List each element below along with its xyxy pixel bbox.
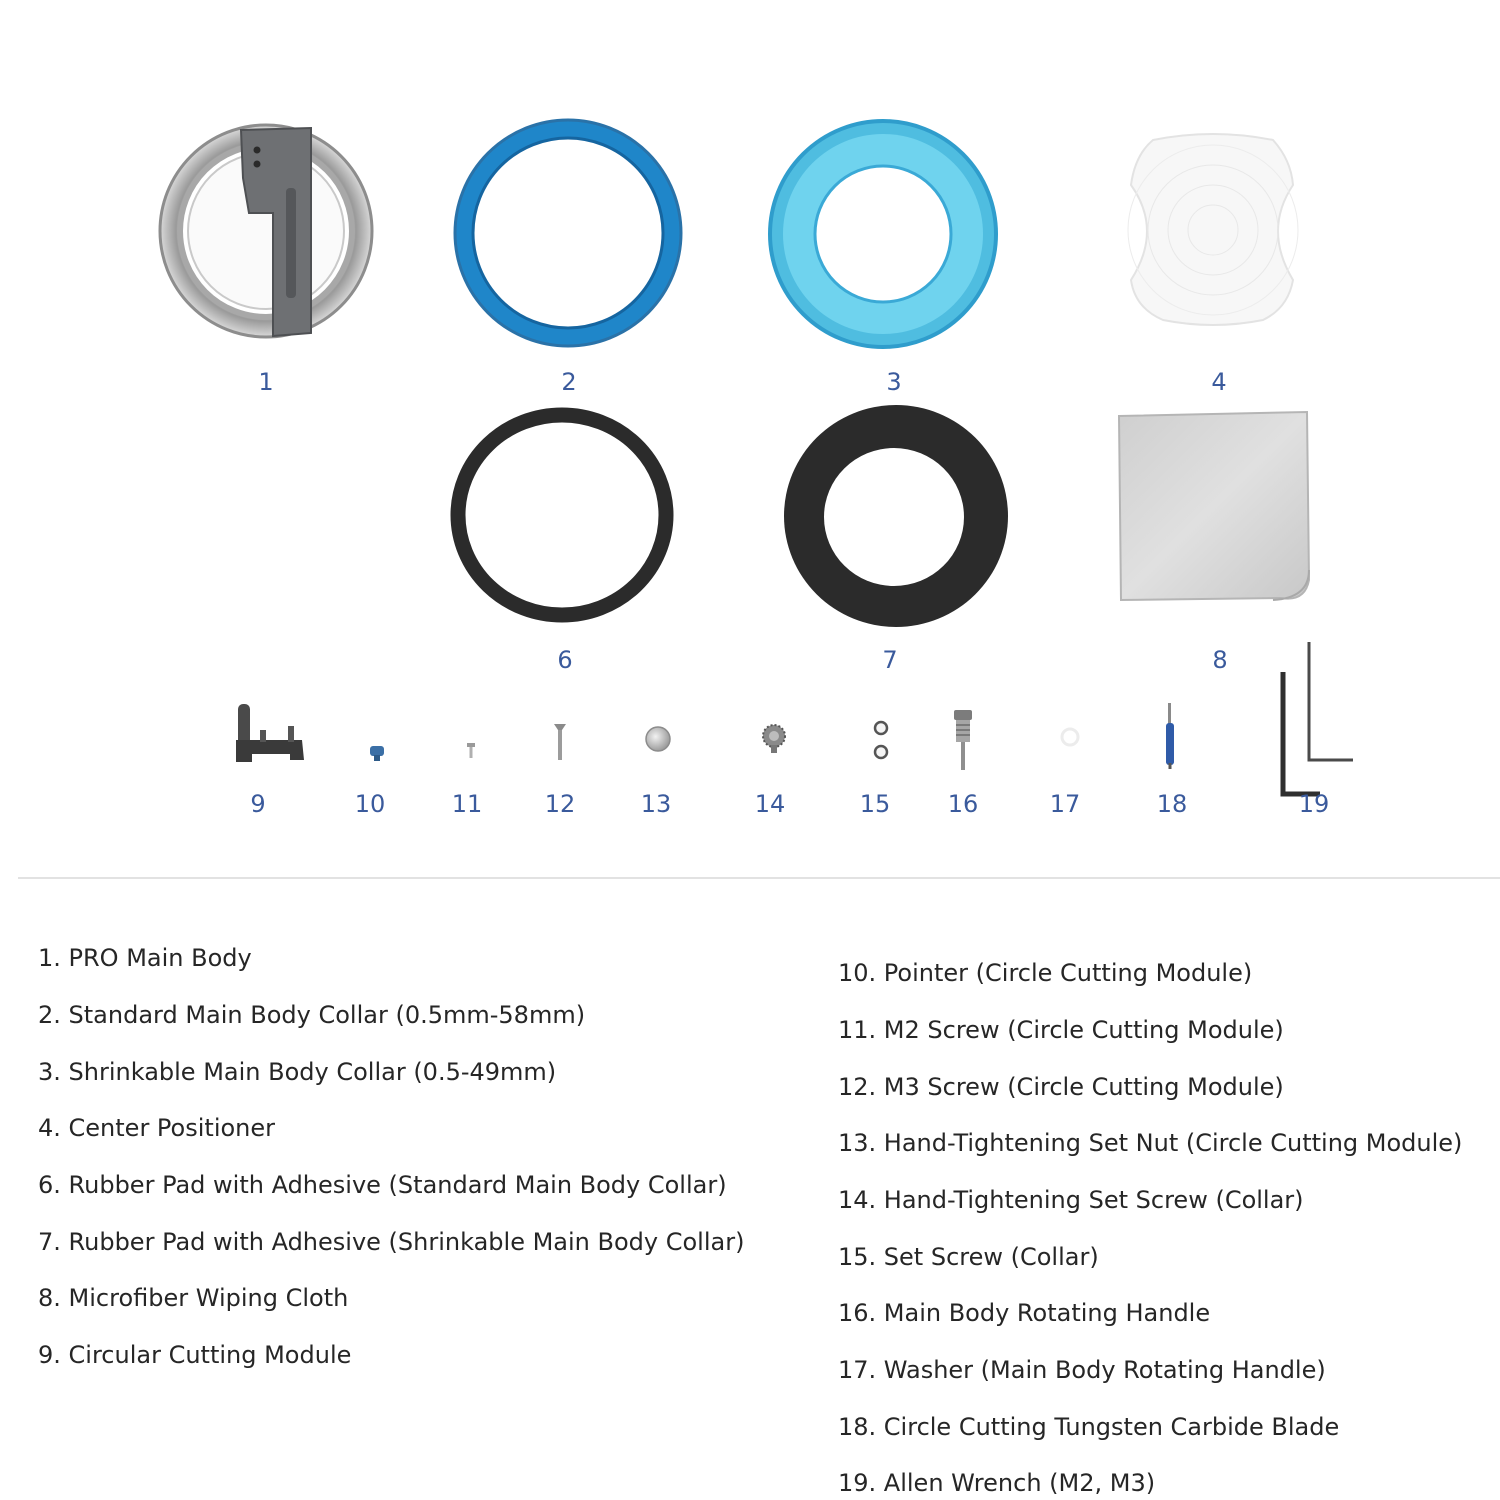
shrinkable-collar-icon (767, 118, 999, 350)
legend-item-16: 16. Main Body Rotating Handle (838, 1299, 1211, 1327)
pointer-icon (367, 742, 389, 764)
legend-item-19: 19. Allen Wrench (M2, M3) (838, 1469, 1156, 1497)
part-number-11: 11 (451, 790, 483, 818)
part-number-17: 17 (1049, 790, 1081, 818)
legend-item-17: 17. Washer (Main Body Rotating Handle) (838, 1356, 1326, 1384)
main-body-icon (153, 118, 383, 348)
legend-item-15: 15. Set Screw (Collar) (838, 1243, 1099, 1271)
m2-screw-icon (466, 742, 476, 760)
part-number-15: 15 (859, 790, 891, 818)
rubber-pad-ring-icon (450, 407, 676, 623)
part-number-14: 14 (754, 790, 786, 818)
center-positioner-icon (1113, 130, 1313, 330)
part-number-19: 19 (1298, 790, 1330, 818)
allen-wrench-icon (1276, 638, 1358, 800)
legend-item-6: 6. Rubber Pad with Adhesive (Standard Main Body Collar) (38, 1171, 727, 1199)
legend-item-12: 12. M3 Screw (Circle Cutting Module) (838, 1073, 1284, 1101)
part-number-3: 3 (886, 368, 902, 396)
part-number-13: 13 (640, 790, 672, 818)
m3-screw-icon (553, 722, 567, 762)
legend-item-10: 10. Pointer (Circle Cutting Module) (838, 959, 1253, 987)
legend-item-1: 1. PRO Main Body (38, 944, 252, 972)
legend-item-8: 8. Microfiber Wiping Cloth (38, 1284, 349, 1312)
part-number-8: 8 (1212, 646, 1228, 674)
legend-item-11: 11. M2 Screw (Circle Cutting Module) (838, 1016, 1284, 1044)
part-number-2: 2 (561, 368, 577, 396)
legend-item-14: 14. Hand-Tightening Set Screw (Collar) (838, 1186, 1304, 1214)
standard-collar-icon (455, 120, 685, 350)
legend-item-2: 2. Standard Main Body Collar (0.5mm-58mm) (38, 1001, 586, 1029)
part-number-6: 6 (557, 646, 573, 674)
part-number-4: 4 (1211, 368, 1227, 396)
part-number-18: 18 (1156, 790, 1188, 818)
rubber-pad-wide-icon (782, 403, 1012, 629)
set-screw-knob-icon (756, 722, 792, 756)
set-screw-icon (871, 718, 891, 762)
legend-item-13: 13. Hand-Tightening Set Nut (Circle Cutting Module) (838, 1129, 1463, 1157)
rotating-handle-icon (950, 708, 976, 772)
section-divider (18, 877, 1500, 879)
legend-item-18: 18. Circle Cutting Tungsten Carbide Blade (838, 1413, 1340, 1441)
legend-item-7: 7. Rubber Pad with Adhesive (Shrinkable Main Body Collar) (38, 1228, 745, 1256)
legend-item-4: 4. Center Positioner (38, 1114, 276, 1142)
washer-icon (1059, 726, 1081, 748)
legend-item-9: 9. Circular Cutting Module (38, 1341, 352, 1369)
part-number-7: 7 (882, 646, 898, 674)
carbide-blade-icon (1162, 701, 1178, 771)
part-number-12: 12 (544, 790, 576, 818)
part-number-1: 1 (258, 368, 274, 396)
set-nut-icon (643, 724, 673, 754)
microfiber-cloth-icon (1113, 410, 1313, 606)
part-number-9: 9 (250, 790, 266, 818)
part-number-16: 16 (947, 790, 979, 818)
part-number-10: 10 (354, 790, 386, 818)
cutting-module-icon (232, 700, 308, 770)
legend-item-3: 3. Shrinkable Main Body Collar (0.5-49mm) (38, 1058, 557, 1086)
